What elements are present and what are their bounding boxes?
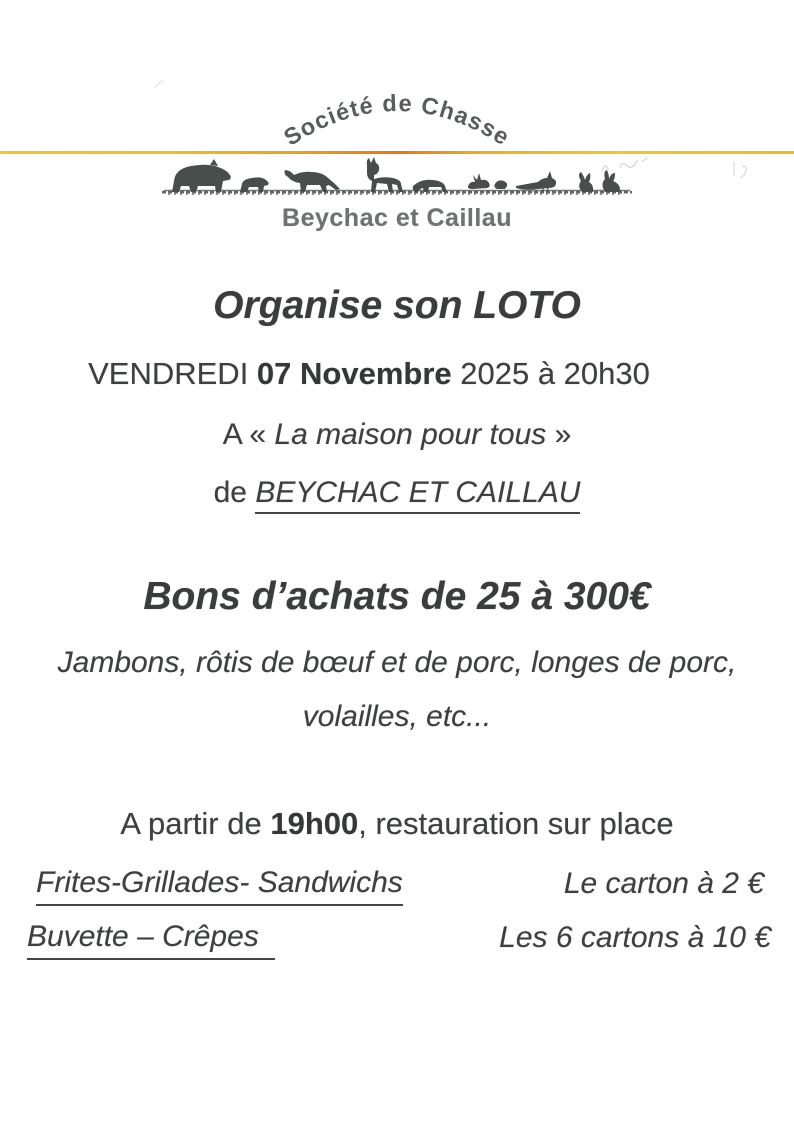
food-item-1-label: Frites-Grillades- Sandwichs — [36, 866, 403, 906]
wild-boar-icon — [172, 159, 231, 192]
food-item-2-label: Buvette – Crêpes — [27, 920, 275, 960]
restauration-time: 19h00 — [270, 806, 359, 841]
scan-artifact — [152, 78, 166, 90]
venue-line — [0, 418, 794, 452]
event-title: Organise son LOTO — [213, 284, 581, 327]
venue-prefix: A « — [222, 418, 275, 451]
city-prefix: de — [213, 476, 256, 509]
prizes-headline: Bons d’achats de 25 à 300€ — [143, 575, 651, 618]
pheasant-icon — [516, 171, 556, 190]
card-price-2: Les 6 cartons à 10 € — [499, 921, 771, 954]
venue-name: La maison pour tous — [274, 418, 547, 451]
event-date-line — [0, 356, 766, 392]
partridges-icon — [468, 173, 507, 189]
roe-deer-icon — [367, 157, 403, 192]
society-name-arc-text: Société de Chasse — [279, 89, 515, 151]
grass-line-icon — [162, 191, 632, 195]
city-name-underlined: BEYCHAC ET CAILLAU — [255, 476, 580, 514]
food-item-1 — [36, 866, 403, 900]
food-item-2 — [27, 920, 275, 954]
date-weekday: VENDREDI — [88, 356, 257, 391]
city-line — [0, 476, 794, 510]
restauration-suffix: , restauration sur place — [358, 806, 674, 841]
commune-name: Beychac et Caillau — [282, 204, 512, 232]
scan-artifact — [730, 158, 754, 184]
venue-suffix: » — [546, 418, 572, 451]
date-day-month: 07 Novembre — [256, 356, 452, 391]
restauration-prefix: A partir de — [120, 806, 271, 841]
prizes-detail-line-1: Jambons, rôtis de bœuf et de porc, longes de porc, — [57, 646, 737, 679]
restauration-line — [0, 806, 794, 842]
fox-icon — [284, 170, 340, 192]
animal-silhouette-strip — [162, 155, 632, 197]
prizes-detail-line-2: volailles, etc... — [302, 700, 492, 733]
date-year-time: 2025 à 20h30 — [451, 356, 650, 391]
card-price-1: Le carton à 2 € — [563, 867, 764, 900]
